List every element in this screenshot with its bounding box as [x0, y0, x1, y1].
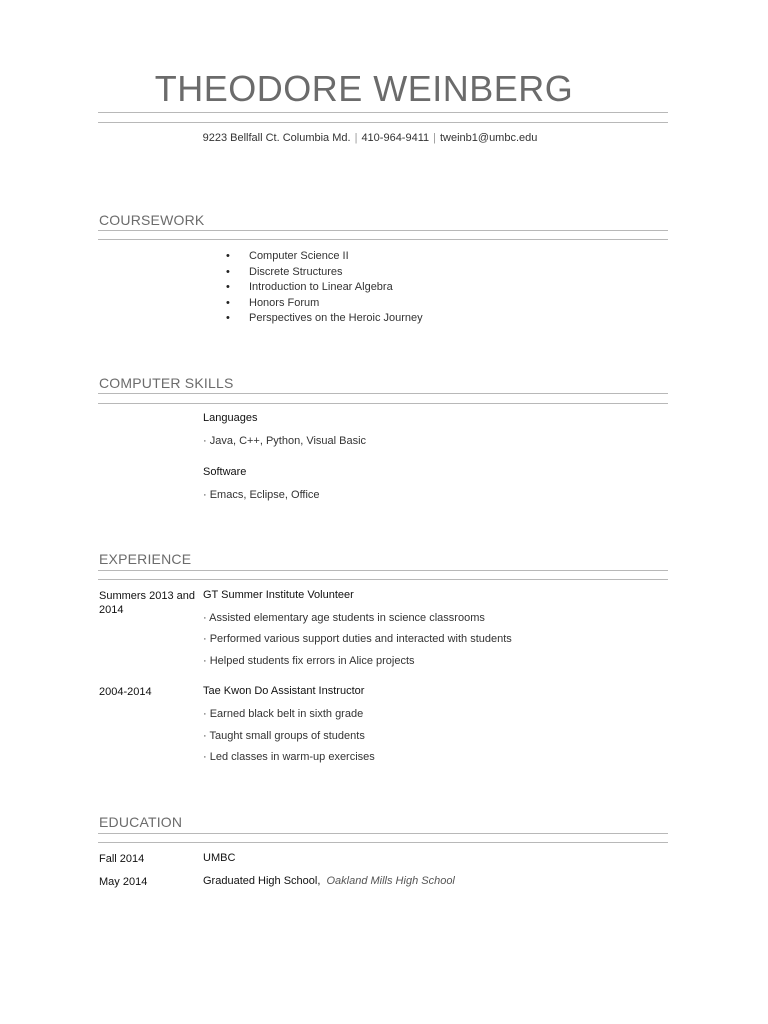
- job-point: · Performed various support duties and interacted with students: [203, 633, 512, 645]
- coursework-item: • Discrete Structures: [226, 265, 423, 281]
- job-role: GT Summer Institute Volunteer: [203, 589, 354, 601]
- education-rule-top: [98, 833, 668, 834]
- languages-label: Languages: [203, 412, 258, 424]
- job-date: 2004-2014: [99, 686, 152, 698]
- education-rule-bottom: [98, 842, 668, 843]
- experience-heading: EXPERIENCE: [99, 551, 192, 567]
- education-school: Graduated High School,: [203, 875, 321, 887]
- contact-phone: 410-964-9411: [361, 132, 430, 144]
- education-heading: EDUCATION: [99, 814, 183, 830]
- education-date: Fall 2014: [99, 853, 145, 865]
- education-school-name: Oakland Mills High School: [326, 875, 455, 887]
- contact-address: 9223 Bellfall Ct. Columbia Md.: [202, 132, 351, 144]
- contact-email: tweinb1@umbc.edu: [439, 132, 538, 144]
- coursework-list: [226, 249, 423, 327]
- coursework-rule-bottom: [98, 239, 668, 240]
- skills-rule-top: [98, 393, 668, 394]
- job-date: Summers 2013 and 2014: [99, 590, 195, 616]
- coursework-item: • Introduction to Linear Algebra: [226, 280, 423, 296]
- skills-heading: COMPUTER SKILLS: [99, 375, 234, 391]
- job-point: · Assisted elementary age students in science classrooms: [203, 612, 485, 624]
- job-point: · Led classes in warm-up exercises: [203, 751, 375, 763]
- languages-list: · Java, C++, Python, Visual Basic: [203, 435, 367, 447]
- contact-line: [0, 132, 740, 144]
- software-label: Software: [203, 466, 247, 478]
- contact-separator: |: [433, 132, 436, 144]
- coursework-item: • Computer Science II: [226, 249, 423, 265]
- coursework-heading: COURSEWORK: [99, 212, 205, 228]
- education-entry: [203, 875, 455, 887]
- experience-rule-bottom: [98, 579, 668, 580]
- header-rule-top: [98, 112, 668, 113]
- header-rule-bottom: [98, 122, 668, 123]
- experience-rule-top: [98, 570, 668, 571]
- education-school: UMBC: [203, 852, 236, 864]
- coursework-rule-top: [98, 230, 668, 231]
- job-point: · Earned black belt in sixth grade: [203, 708, 364, 720]
- software-list: · Emacs, Eclipse, Office: [203, 489, 320, 501]
- coursework-item: • Honors Forum: [226, 296, 423, 312]
- resume-name: THEODORE WEINBERG: [154, 68, 574, 109]
- coursework-item: • Perspectives on the Heroic Journey: [226, 311, 423, 327]
- job-point: · Taught small groups of students: [203, 730, 365, 742]
- job-point: · Helped students fix errors in Alice projects: [203, 655, 415, 667]
- education-date: May 2014: [99, 876, 148, 888]
- skills-rule-bottom: [98, 403, 668, 404]
- job-role: Tae Kwon Do Assistant Instructor: [203, 685, 365, 697]
- contact-separator: |: [354, 132, 358, 144]
